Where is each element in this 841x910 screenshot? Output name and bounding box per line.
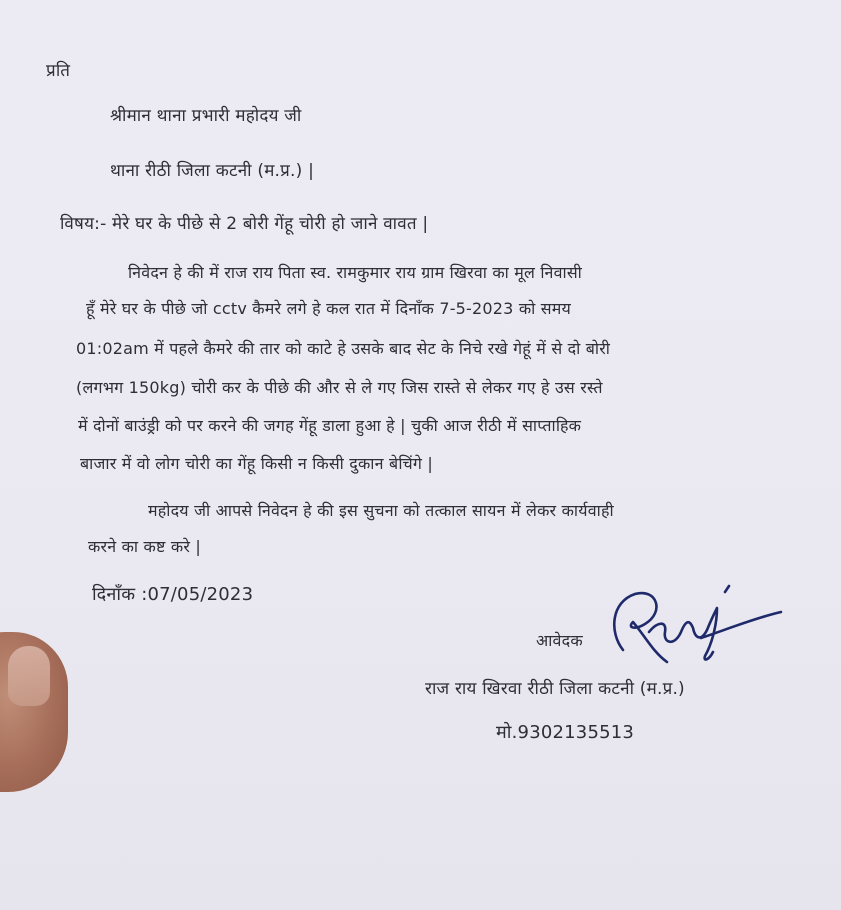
recipient-line-1: श्रीमान थाना प्रभारी महोदय जी (110, 106, 302, 126)
thumbnail-nail (8, 646, 50, 706)
body-line-4: (लगभग 150kg) चोरी कर के पीछे की और से ले गए जिस रास्ते से लेकर गए हे उस रस्ते (76, 378, 603, 397)
applicant-address: राज राय खिरवा रीठी जिला कटनी (म.प्र.) (425, 679, 685, 699)
signature (605, 572, 785, 672)
body-line-1: निवेदन हे की में राज राय पिता स्व. रामकुमार राय ग्राम खिरवा का मूल निवासी (128, 263, 583, 282)
date-line: दिनाँक :07/05/2023 (92, 584, 254, 605)
body-line-6: बाजार में वो लोग चोरी का गेंहू किसी न किसी दुकान बेचिंगे | (80, 454, 433, 473)
subject-line: विषय:- मेरे घर के पीछे से 2 बोरी गेंहू चोरी हो जाने वावत | (60, 214, 429, 234)
applicant-label: आवेदक (536, 631, 583, 650)
request-line-1: महोदय जी आपसे निवेदन हे की इस सुचना को तत्काल सायन में लेकर कार्यवाही (148, 501, 614, 520)
body-line-5: में दोनों बाउंड्री को पर करने की जगह गेंहू डाला हुआ हे | चुकी आज रीठी में साप्ताहिक (78, 416, 582, 435)
mobile-number: मो.9302135513 (496, 722, 635, 743)
body-line-2: हूँ मेरे घर के पीछे जो cctv कैमरे लगे हे कल रात में दिनाँक 7-5-2023 को समय (86, 299, 572, 318)
salutation-prati: प्रति (46, 61, 71, 81)
request-line-2: करने का कष्ट करे | (88, 537, 201, 556)
body-line-3: 01:02am में पहले कैमरे की तार को काटे हे उसके बाद सेट के निचे रखे गेहूं में से दो बोरी (76, 339, 611, 358)
recipient-line-2: थाना रीठी जिला कटनी (म.प्र.) | (110, 161, 315, 181)
